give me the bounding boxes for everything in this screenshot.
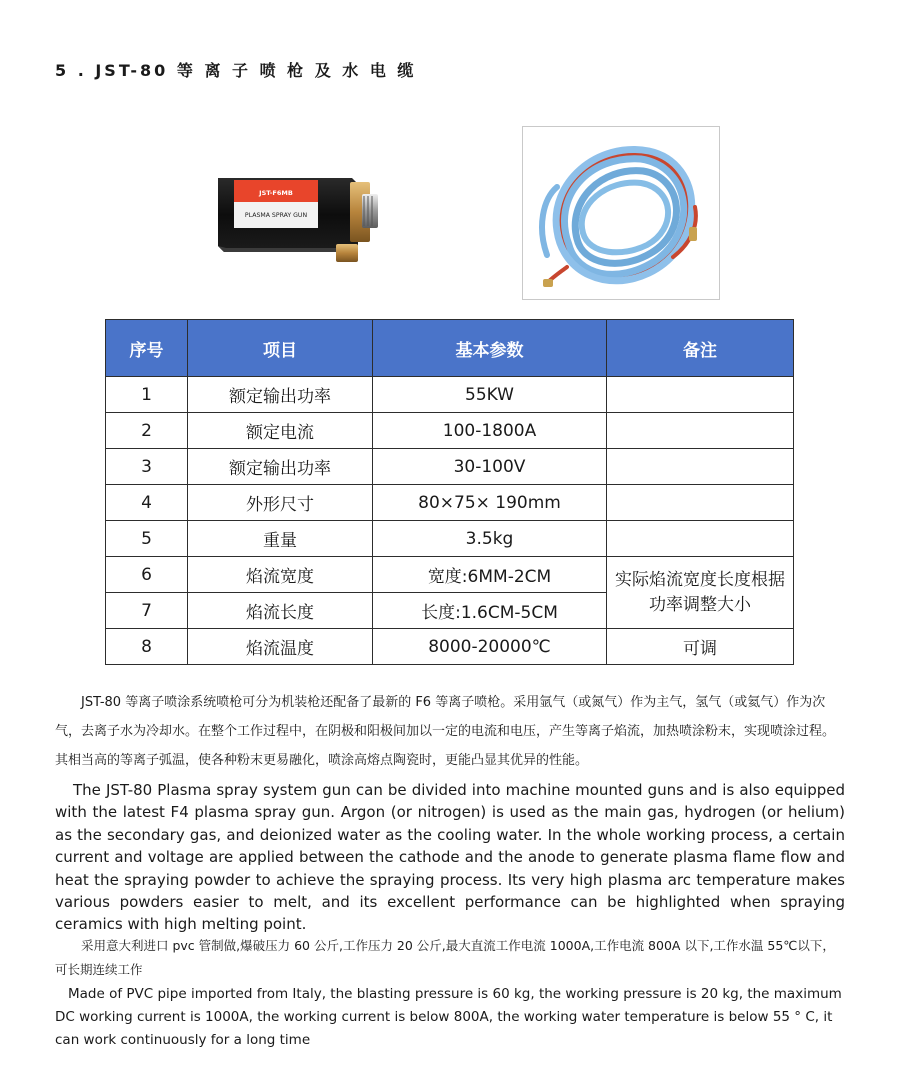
cell-param: 55KW — [373, 377, 607, 413]
cell-remark — [607, 521, 794, 557]
cell-item: 额定输出功率 — [188, 449, 373, 485]
section-title: 5 . JST-80 等 离 子 喷 枪 及 水 电 缆 — [55, 61, 417, 80]
water-power-cable-photo — [522, 126, 720, 300]
cable-description-en: Made of PVC pipe imported from Italy, the blasting pressure is 60 kg, the working pressure is 20 kg, the maximum DC working current is 1000A, the working current is below 800A, the working water temperature is below 55 ° C, it can work continuously for a long time — [55, 986, 842, 1048]
table-header-row — [106, 320, 794, 377]
cell-remark — [607, 485, 794, 521]
cell-item: 外形尺寸 — [188, 485, 373, 521]
cell-remark — [607, 413, 794, 449]
cell-param: 8000-20000℃ — [373, 629, 607, 665]
table-row — [106, 557, 794, 593]
cell-no: 1 — [106, 377, 188, 413]
gun-top-label: JST-F6MB — [259, 189, 293, 197]
cell-remark-merged: 实际焰流宽度长度根据功率调整大小 — [607, 557, 794, 629]
cable-description-cn: 采用意大利进口 pvc 管制做,爆破压力 60 公斤,工作压力 20 公斤,最大直流工作电流 1000A,工作电流 800A 以下,工作水温 55℃以下，可长期连续工作 — [55, 938, 835, 977]
gun-description-cn: JST-80 等离子喷涂系统喷枪可分为机装枪还配备了最新的 F6 等离子喷枪。采用氩气（或氮气）作为主气，氢气（或氦气）作为次气，去离子水为冷却水。在整个工作过程中，在阴极和阳极间加以一定的电流和电压，产生等离子焰流，加热喷涂粉末，实现喷涂过程。其相当高的等离子弧温，使各种粉末更易融化，喷涂高熔点陶瓷时，更能凸显其优异的性能。 — [55, 695, 836, 768]
header-remark: 备注 — [607, 320, 794, 377]
spec-table — [105, 319, 794, 665]
cell-remark: 可调 — [607, 629, 794, 665]
cell-no: 6 — [106, 557, 188, 593]
table-row — [106, 449, 794, 485]
header-item: 项目 — [188, 320, 373, 377]
cell-item: 额定输出功率 — [188, 377, 373, 413]
cell-param: 80×75× 190mm — [373, 485, 607, 521]
cell-item: 焰流宽度 — [188, 557, 373, 593]
cell-param: 30-100V — [373, 449, 607, 485]
table-row — [106, 413, 794, 449]
cell-item: 额定电流 — [188, 413, 373, 449]
cell-param: 长度:1.6CM-5CM — [373, 593, 607, 629]
cell-no: 4 — [106, 485, 188, 521]
cell-param: 3.5kg — [373, 521, 607, 557]
table-row — [106, 377, 794, 413]
cell-item: 焰流温度 — [188, 629, 373, 665]
header-no: 序号 — [106, 320, 188, 377]
cell-remark — [607, 377, 794, 413]
table-row — [106, 629, 794, 665]
cell-no: 7 — [106, 593, 188, 629]
table-row — [106, 521, 794, 557]
table-row — [106, 485, 794, 521]
cell-item: 重量 — [188, 521, 373, 557]
cell-item: 焰流长度 — [188, 593, 373, 629]
cell-no: 8 — [106, 629, 188, 665]
cell-remark — [607, 449, 794, 485]
cell-param: 宽度:6MM-2CM — [373, 557, 607, 593]
cell-no: 2 — [106, 413, 188, 449]
header-param: 基本参数 — [373, 320, 607, 377]
gun-description-en: The JST-80 Plasma spray system gun can be divided into machine mounted guns and is also equipped with the latest F4 plasma spray gun. Argon (or nitrogen) is used as the main gas, hydrogen (or helium) as the secondary gas, and deionized water as the cooling water. In the whole working process, a certain current and voltage are applied between the cathode and the anode to generate plasma flame flow and heat the spraying powder to achieve the spraying process. Its very high plasma arc temperature makes various powders easier to melt, and its excellent performance can be highlighted when spraying ceramics with high melting point. — [55, 781, 845, 934]
cell-param: 100-1800A — [373, 413, 607, 449]
cell-no: 3 — [106, 449, 188, 485]
cell-no: 5 — [106, 521, 188, 557]
plasma-spray-gun-photo — [212, 172, 380, 264]
gun-main-label: PLASMA SPRAY GUN — [244, 212, 308, 219]
